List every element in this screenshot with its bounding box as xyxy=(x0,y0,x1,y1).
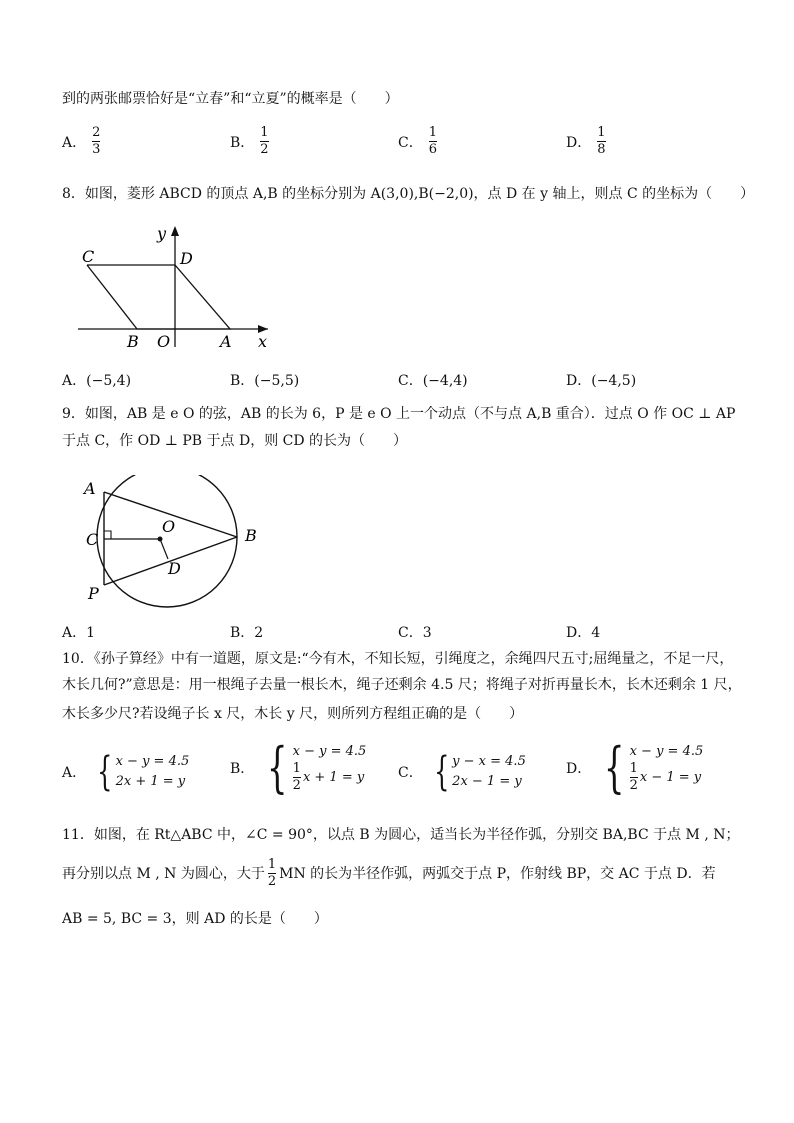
q9-circle-figure xyxy=(80,475,270,610)
q8-option-d[interactable]: D．(−4,5) xyxy=(566,373,637,389)
fraction: $\frac{1}{8}$ xyxy=(597,125,606,157)
label-y: y xyxy=(157,224,167,243)
q7-option-a[interactable] xyxy=(62,126,100,157)
q8-stem: 8．如图，菱形 ABCD 的顶点 A,B 的坐标分别为 A(3,0),B(−2,0)，点 D 在 y 轴上，则点 C 的坐标为（ ） xyxy=(62,186,755,202)
q9-option-a[interactable]: A．1 xyxy=(62,625,96,641)
label-x: x xyxy=(258,332,268,351)
label-a: A xyxy=(220,332,232,351)
q8-option-c[interactable]: C．(−4,4) xyxy=(398,373,468,389)
equation-system: { y − x = 4.5 2x − 1 = y xyxy=(433,749,526,795)
q9-stem-line2: 于点 C，作 OD ⊥ PB 于点 D，则 CD 的长为（ ） xyxy=(62,433,408,449)
fraction: $\frac{2}{3}$ xyxy=(92,125,101,157)
label-p: P xyxy=(88,584,99,603)
q9-option-c[interactable]: C．3 xyxy=(398,625,432,641)
q10-option-d[interactable]: D． { x − y = 4.5 $\frac{1}{2}$ x − 1 = y xyxy=(566,735,704,799)
q11-line2: 再分别以点 M , N 为圆心，大于 $\frac{1}{2}$ MN 的长为半径作弧，两弧交于点 P，作射线 BP，交 AC 于点 D．若 xyxy=(62,857,716,889)
equation-system: { x − y = 4.5 2x + 1 = y xyxy=(97,749,190,795)
q8-option-a[interactable]: A．(−5,4) xyxy=(62,373,132,389)
q8-rhombus-figure xyxy=(70,222,280,352)
q10-option-c[interactable]: C． { y − x = 4.5 2x − 1 = y xyxy=(398,749,526,795)
q9-stem-line1: 9．如图，AB 是 e O 的弦，AB 的长为 6，P 是 e O 上一个动点（不与点 A,B 重合）．过点 O 作 OC ⊥ AP xyxy=(62,406,736,422)
equation-system: { x − y = 4.5 $\frac{1}{2}$ x − 1 = y xyxy=(604,735,704,799)
q7-option-b[interactable] xyxy=(230,126,269,157)
label-c: C xyxy=(82,247,95,266)
label-d: D xyxy=(168,559,181,578)
label-a: A xyxy=(84,479,96,498)
label-o: O xyxy=(157,332,171,351)
label-c: C xyxy=(86,530,99,549)
label-b: B xyxy=(127,332,139,351)
equation-system: { x − y = 4.5 $\frac{1}{2}$ x + 1 = y xyxy=(267,735,367,799)
q10-line1: 10．《孙子算经》中有一道题，原文是:“今有木，不知长短，引绳度之，余绳四尺五寸;屈绳量之，不足一尺， xyxy=(62,651,734,667)
label-d: D xyxy=(180,249,193,268)
option-letter: B． xyxy=(230,134,255,151)
label-o: O xyxy=(162,517,176,536)
q7-option-d[interactable] xyxy=(566,126,606,157)
q10-option-a[interactable]: A． { x − y = 4.5 2x + 1 = y xyxy=(62,749,190,795)
q7-option-c[interactable] xyxy=(398,126,437,157)
fraction: $\frac{1}{2}$ xyxy=(267,857,277,889)
fraction: $\frac{1}{6}$ xyxy=(428,125,437,157)
q11-line3: AB = 5, BC = 3，则 AD 的长是（ ） xyxy=(62,911,328,927)
q10-line3: 木长多少尺?若设绳子长 x 尺，木长 y 尺，则所列方程组正确的是（ ） xyxy=(62,706,524,722)
option-letter: A． xyxy=(62,134,87,151)
q9-option-b[interactable]: B．2 xyxy=(230,625,264,641)
q10-line2: 木长几何?”意思是：用一根绳子去量一根长木，绳子还剩余 4.5 尺；将绳子对折再量长木，长木还剩余 1 尺， xyxy=(62,677,742,693)
q7-stem: 到的两张邮票恰好是“立春”和“立夏”的概率是（ ） xyxy=(62,91,399,107)
option-letter: C． xyxy=(398,134,423,151)
q11-line1: 11．如图，在 Rt△ABC 中，∠C = 90°，以点 B 为圆心，适当长为半径作弧，分别交 BA,BC 于点 M , N； xyxy=(62,827,740,843)
q8-option-b[interactable]: B．(−5,5) xyxy=(230,373,300,389)
q9-option-d[interactable]: D．4 xyxy=(566,625,601,641)
fraction: $\frac{1}{2}$ xyxy=(260,125,269,157)
q10-option-b[interactable]: B． { x − y = 4.5 $\frac{1}{2}$ x + 1 = y xyxy=(230,735,367,799)
option-letter: D． xyxy=(566,134,592,151)
label-b: B xyxy=(245,526,257,545)
